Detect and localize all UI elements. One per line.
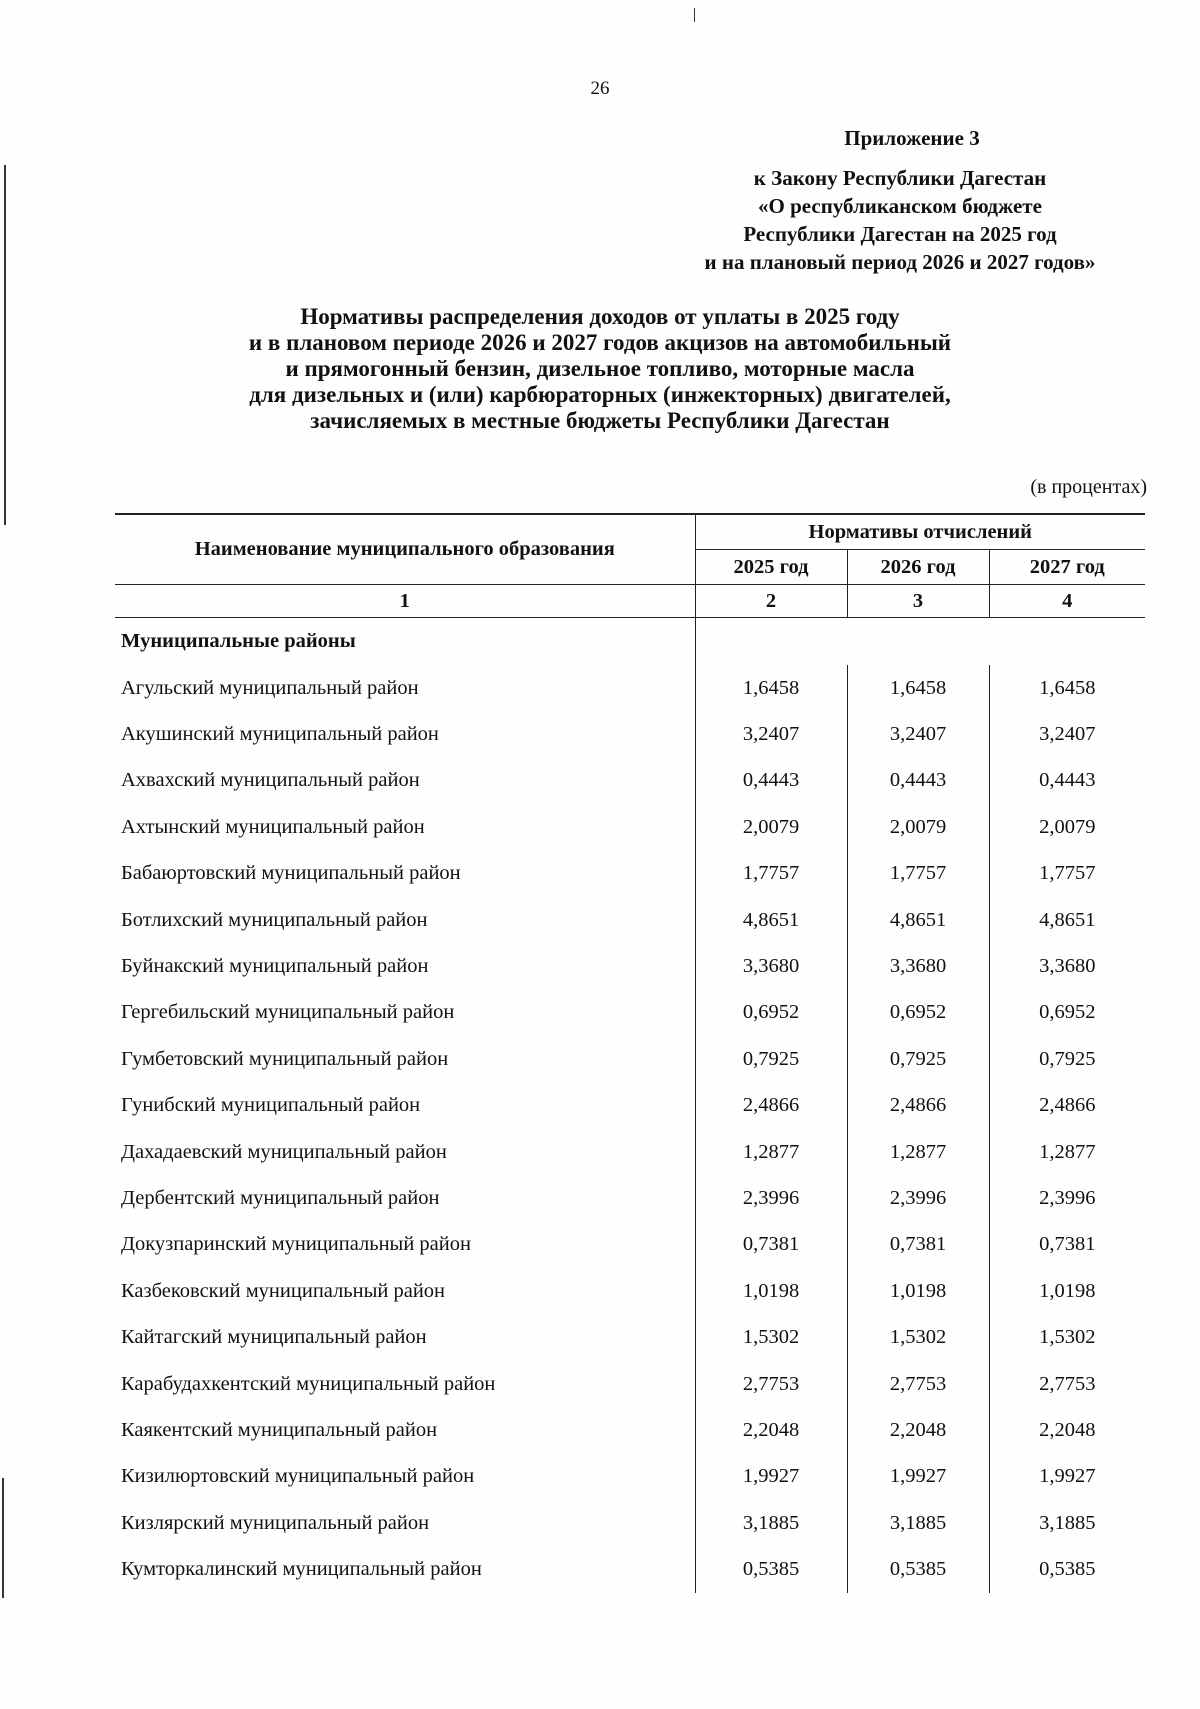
norm-2027: 2,7753 <box>989 1361 1145 1407</box>
norm-2027: 2,0079 <box>989 804 1145 850</box>
norm-2026: 3,1885 <box>847 1500 989 1546</box>
norm-2026: 0,7381 <box>847 1222 989 1268</box>
norm-2027: 2,2048 <box>989 1407 1145 1453</box>
municipality-name: Акушинский муниципальный район <box>121 723 439 746</box>
norm-2025: 1,6458 <box>695 665 847 711</box>
column-number: 2 <box>695 585 847 618</box>
norm-2025: 3,2407 <box>695 711 847 757</box>
norm-2027: 2,4866 <box>989 1083 1145 1129</box>
table-row <box>115 665 1145 711</box>
municipality-name: Дербентский муниципальный район <box>121 1186 440 1209</box>
norm-2026: 1,6458 <box>847 665 989 711</box>
norm-2027: 3,2407 <box>989 711 1145 757</box>
municipality-name: Кизлярский муниципальный район <box>121 1511 430 1534</box>
norm-2027: 1,0198 <box>989 1268 1145 1314</box>
norm-2026: 2,2048 <box>847 1407 989 1453</box>
norm-2025: 2,0079 <box>695 804 847 850</box>
municipality-name: Гунибский муниципальный район <box>121 1094 421 1117</box>
norm-2027: 1,7757 <box>989 851 1145 897</box>
municipality-name: Ботлихский муниципальный район <box>121 908 428 931</box>
norm-2027: 4,8651 <box>989 897 1145 943</box>
norms-table <box>115 513 1145 1593</box>
table-body <box>115 618 1145 1593</box>
norm-2025: 0,7381 <box>695 1222 847 1268</box>
norm-2025: 0,5385 <box>695 1546 847 1592</box>
norm-2027: 1,2877 <box>989 1129 1145 1175</box>
municipality-name: Карабудахкентский муниципальный район <box>121 1372 496 1395</box>
norm-2026: 3,3680 <box>847 943 989 989</box>
municipality-name: Гергебильский муниципальный район <box>121 1001 455 1024</box>
scan-edge-line <box>2 1478 4 1598</box>
norm-2025: 3,1885 <box>695 1500 847 1546</box>
norm-2026: 0,7925 <box>847 1036 989 1082</box>
norm-2026: 3,2407 <box>847 711 989 757</box>
table-row <box>115 1361 1145 1407</box>
norm-2026: 1,0198 <box>847 1268 989 1314</box>
title-line: Нормативы распределения доходов от уплаты в 2025 году <box>300 304 900 329</box>
municipality-name: Кайтагский муниципальный район <box>121 1326 427 1349</box>
appendix-line: Республики Дагестан на 2025 год <box>743 222 1057 246</box>
table-row <box>115 1129 1145 1175</box>
norm-2027: 3,3680 <box>989 943 1145 989</box>
column-number: 3 <box>847 585 989 618</box>
norm-2026: 2,3996 <box>847 1175 989 1221</box>
table-row <box>115 1268 1145 1314</box>
municipality-name: Дахадаевский муниципальный район <box>121 1140 447 1163</box>
norm-2027: 0,7381 <box>989 1222 1145 1268</box>
table-row <box>115 1546 1145 1592</box>
norm-2026: 1,5302 <box>847 1314 989 1360</box>
norm-2026: 1,7757 <box>847 851 989 897</box>
norm-2025: 0,6952 <box>695 990 847 1036</box>
municipality-name: Кумторкалинский муниципальный район <box>121 1558 482 1581</box>
municipality-name: Бабаюртовский муниципальный район <box>121 862 461 885</box>
norm-2025: 0,4443 <box>695 758 847 804</box>
appendix-line: к Закону Республики Дагестан <box>753 166 1047 190</box>
norm-2026: 1,9927 <box>847 1454 989 1500</box>
table-row <box>115 1083 1145 1129</box>
appendix-line: «О республиканском бюджете <box>758 194 1042 218</box>
table-row <box>115 1454 1145 1500</box>
page-number: 26 <box>590 78 610 99</box>
section-label: Муниципальные районы <box>121 630 356 652</box>
header-year-2027: 2027 год <box>989 550 1145 585</box>
title-line: для дизельных и (или) карбюраторных (инжекторных) двигателей, <box>249 382 951 407</box>
norm-2025: 1,0198 <box>695 1268 847 1314</box>
norm-2025: 1,5302 <box>695 1314 847 1360</box>
table-row <box>115 1407 1145 1453</box>
norm-2025: 2,3996 <box>695 1175 847 1221</box>
table-row <box>115 990 1145 1036</box>
section-row <box>115 618 1145 666</box>
municipality-name: Буйнакский муниципальный район <box>121 955 429 978</box>
table-row <box>115 1314 1145 1360</box>
norm-2027: 3,1885 <box>989 1500 1145 1546</box>
table-row <box>115 804 1145 850</box>
norm-2027: 0,4443 <box>989 758 1145 804</box>
norm-2025: 1,2877 <box>695 1129 847 1175</box>
norm-2025: 2,2048 <box>695 1407 847 1453</box>
norm-2027: 1,5302 <box>989 1314 1145 1360</box>
scan-edge-line <box>694 8 695 22</box>
title-line: и прямогонный бензин, дизельное топливо, моторные масла <box>285 356 915 381</box>
section-empty-cell <box>695 618 1145 666</box>
municipality-name: Казбековский муниципальный район <box>121 1279 446 1302</box>
document-title <box>150 304 1050 434</box>
header-municipality: Наименование муниципального образования <box>115 514 695 585</box>
header-norms-group: Нормативы отчислений <box>695 514 1145 550</box>
norm-2027: 0,6952 <box>989 990 1145 1036</box>
norm-2025: 1,9927 <box>695 1454 847 1500</box>
norm-2027: 0,7925 <box>989 1036 1145 1082</box>
norm-2026: 0,4443 <box>847 758 989 804</box>
norm-2026: 0,5385 <box>847 1546 989 1592</box>
table-row <box>115 758 1145 804</box>
norm-2026: 2,0079 <box>847 804 989 850</box>
table-row <box>115 1175 1145 1221</box>
municipality-name: Гумбетовский муниципальный район <box>121 1047 449 1070</box>
appendix-title: Приложение 3 <box>844 126 980 150</box>
norm-2026: 2,4866 <box>847 1083 989 1129</box>
norm-2026: 1,2877 <box>847 1129 989 1175</box>
municipality-name: Агульский муниципальный район <box>121 676 419 699</box>
norm-2027: 1,6458 <box>989 665 1145 711</box>
norm-2027: 0,5385 <box>989 1546 1145 1592</box>
municipality-name: Каякентский муниципальный район <box>121 1418 438 1441</box>
appendix-line: и на плановый период 2026 и 2027 годов» <box>704 250 1096 274</box>
norm-2027: 2,3996 <box>989 1175 1145 1221</box>
municipality-name: Ахтынский муниципальный район <box>121 815 425 838</box>
unit-note: (в процентах) <box>1030 476 1147 498</box>
norm-2025: 0,7925 <box>695 1036 847 1082</box>
column-number: 1 <box>115 585 695 618</box>
norm-2026: 4,8651 <box>847 897 989 943</box>
table-row <box>115 1500 1145 1546</box>
norm-2025: 2,4866 <box>695 1083 847 1129</box>
header-year-2026: 2026 год <box>847 550 989 585</box>
appendix-block <box>640 124 1160 276</box>
norm-2027: 1,9927 <box>989 1454 1145 1500</box>
norm-2025: 4,8651 <box>695 897 847 943</box>
norm-2025: 1,7757 <box>695 851 847 897</box>
municipality-name: Докузпаринский муниципальный район <box>121 1233 471 1256</box>
norm-2026: 0,6952 <box>847 990 989 1036</box>
municipality-name: Кизилюртовский муниципальный район <box>121 1465 475 1488</box>
norm-2025: 3,3680 <box>695 943 847 989</box>
table-row <box>115 897 1145 943</box>
norm-2025: 2,7753 <box>695 1361 847 1407</box>
title-line: зачисляемых в местные бюджеты Республики Дагестан <box>310 408 890 433</box>
scan-edge-line <box>4 165 6 525</box>
table-row <box>115 1036 1145 1082</box>
table-row <box>115 1222 1145 1268</box>
table-row <box>115 943 1145 989</box>
table-row <box>115 711 1145 757</box>
header-year-2025: 2025 год <box>695 550 847 585</box>
municipality-name: Ахвахский муниципальный район <box>121 769 420 792</box>
column-number: 4 <box>989 585 1145 618</box>
table-row <box>115 851 1145 897</box>
norm-2026: 2,7753 <box>847 1361 989 1407</box>
title-line: и в плановом периоде 2026 и 2027 годов акцизов на автомобильный <box>248 330 952 355</box>
